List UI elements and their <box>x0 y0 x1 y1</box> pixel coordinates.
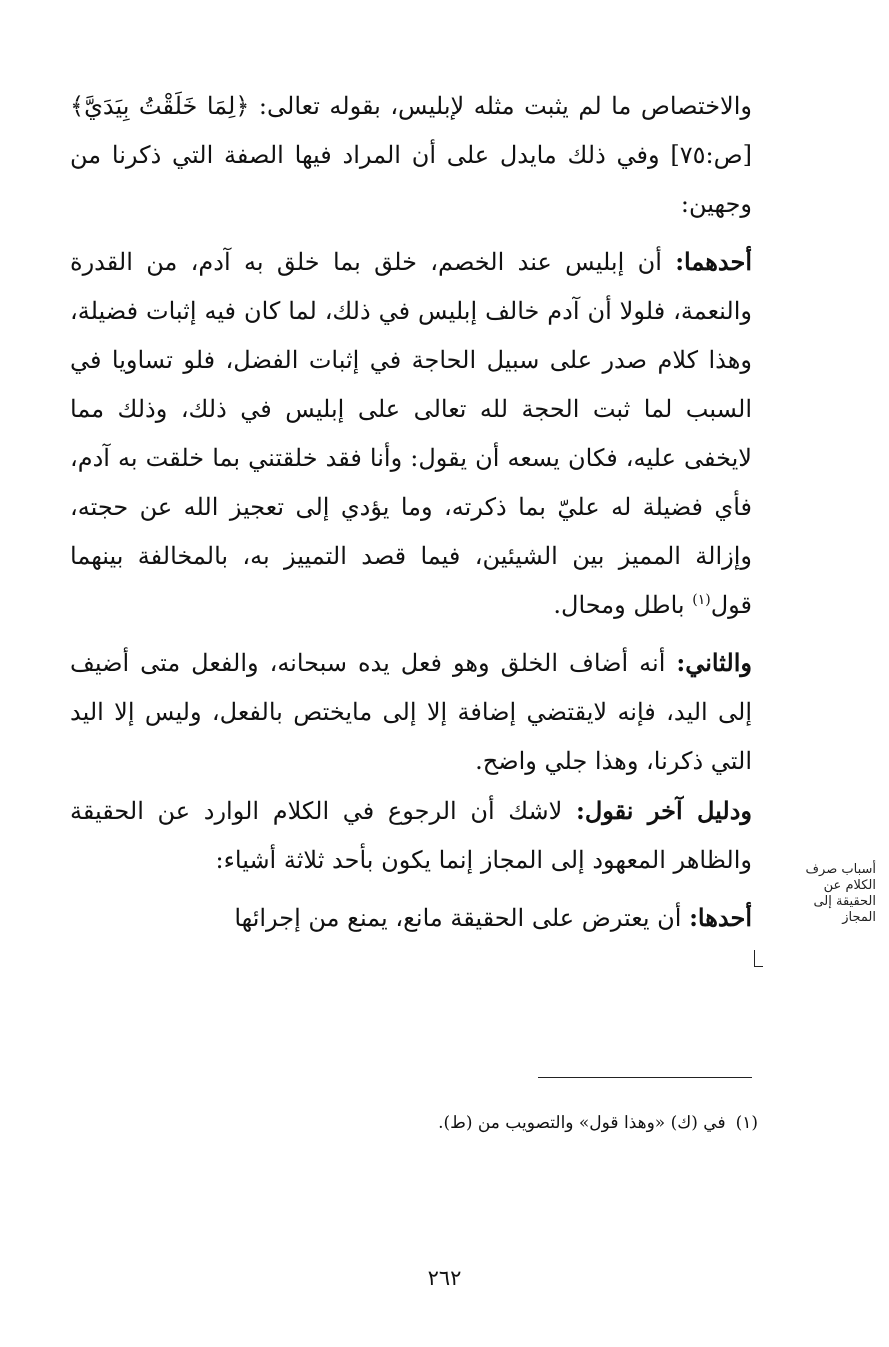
footnote-ref: (١) <box>692 592 711 608</box>
footnote-divider <box>538 1077 752 1078</box>
margin-note-marker <box>754 950 763 967</box>
footnote-item <box>70 1110 758 1136</box>
paragraph-second-reason <box>70 638 752 786</box>
paragraph-text: أن إبليس عند الخصم، خلق بما خلق به آدم، من القدرة والنعمة، فلولا أن آدم خالف إبليس في ذلك، لما كان فيه إثبات فضيلة، وهذا كلام صدر على سبيل الحاجة في إثبات الفضل، فلو تساويا في السبب لما ثبت الحجة لله تعالى على إبليس في ذلك، وذلك مما لايخفى عليه، فكان يسعه أن يقول: وأنا فقد خلقتني بما خلقت به آدم، فأي فضيلة له عليّ بما ذكرته، وما يؤدي إلى تعجيز الله عن حجته، وإزالة المميز بين الشيئين، فيما قصد التمييز به، بالمخالفة بينهما قول <box>70 248 752 619</box>
margin-note: أسباب صرف الكلام عن الحقيقة إلى المجاز <box>805 862 876 925</box>
paragraph-tail: باطل ومحال. <box>553 591 693 619</box>
paragraph-lead: ودليل آخر نقول: <box>575 796 752 825</box>
footnote-number: (١) <box>735 1113 758 1133</box>
paragraph-intro <box>70 82 752 229</box>
paragraph-lead: والثاني: <box>676 648 752 677</box>
main-text-body <box>70 82 752 943</box>
paragraph-first-reason <box>70 237 752 630</box>
paragraph-text: أنه أضاف الخلق وهو فعل يده سبحانه، والفعل متى أضيف إلى اليد، فإنه لايقتضي إضافة إلا إلى مايختص بالفعل، وليس إلا اليد التي ذكرنا، وهذا جلي واضح. <box>70 649 752 775</box>
paragraph-first-cause <box>70 893 752 943</box>
paragraph-lead: أحدها: <box>689 903 752 932</box>
paragraph-text: أن يعترض على الحقيقة مانع، يمنع من إجرائها <box>234 904 690 932</box>
paragraph-lead: أحدهما: <box>675 247 752 276</box>
footnotes <box>70 1110 758 1136</box>
paragraph-text: والاختصاص ما لم يثبت مثله لإبليس، بقوله تعالى: ﴿لِمَا خَلَقْتُ بِيَدَيَّ﴾ [ص:٧٥] وفي ذلك مايدل على أن المراد فيها الصفة التي ذكرنا من وجهين: <box>70 92 752 218</box>
paragraph-text: لاشك أن الرجوع في الكلام الوارد عن الحقيقة والظاهر المعهود إلى المجاز إنما يكون بأحد ثلاثة أشياء: <box>70 797 752 874</box>
paragraph-another-proof <box>70 786 752 885</box>
page-number: ٢٦٢ <box>427 1266 462 1290</box>
footnote-text: في (ك) «وهذا قول» والتصويب من (ط). <box>438 1113 726 1133</box>
